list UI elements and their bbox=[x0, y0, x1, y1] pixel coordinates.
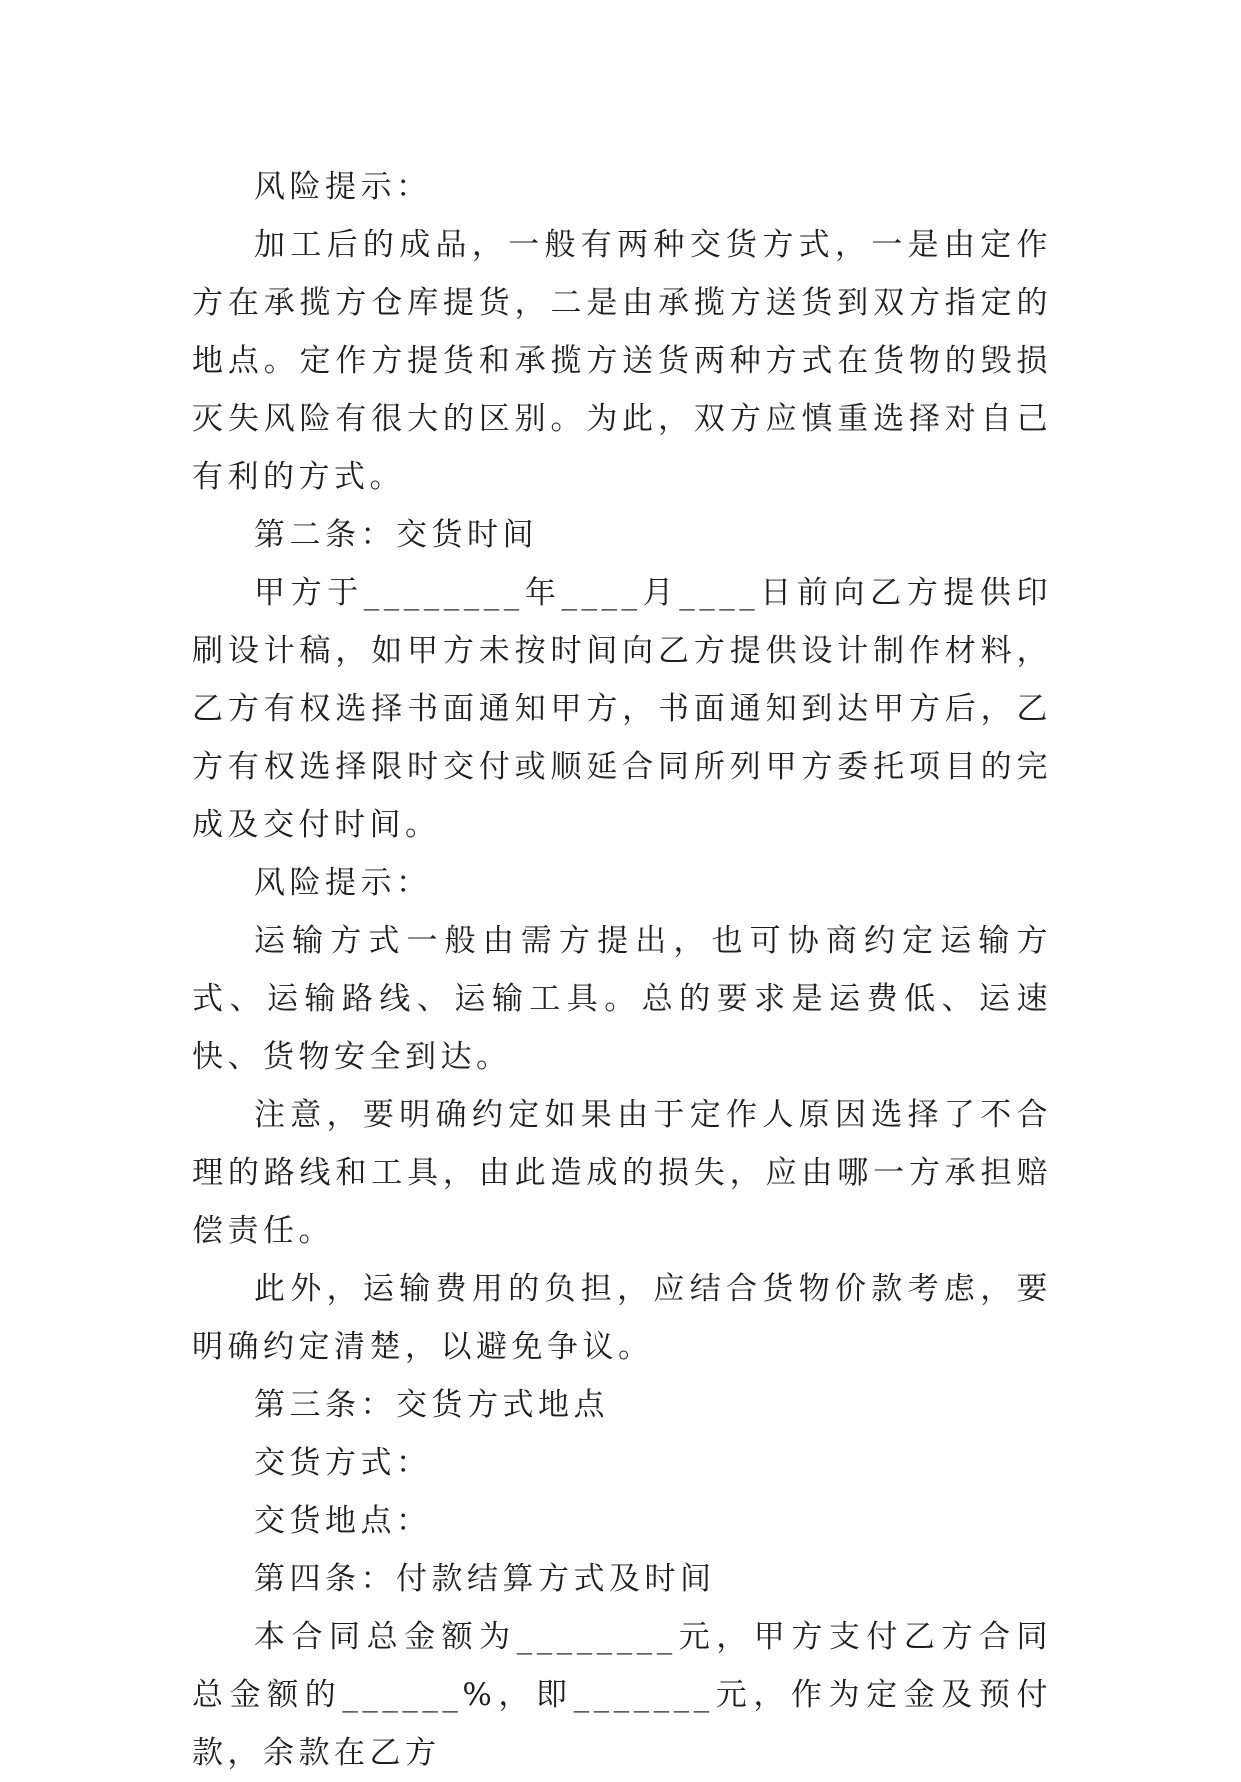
document-body bbox=[192, 158, 1052, 1782]
delivery-location-field: 交货地点： bbox=[254, 1503, 432, 1539]
risk-notice-heading: 风险提示： bbox=[254, 169, 432, 205]
delivery-method-paragraph: 加工后的成品，一般有两种交货方式，一是由定作方在承揽方仓库提货，二是由承揽方送货到双方指定的地点。定作方提货和承揽方送货两种方式在货物的毁损灭失风险有很大的区别。为此，双方应慎重选择对自己有利的方式。 bbox=[192, 227, 1052, 495]
attention-paragraph: 注意，要明确约定如果由于定作人原因选择了不合理的路线和工具，由此造成的损失，应由哪一方承担赔偿责任。 bbox=[192, 1097, 1052, 1249]
transport-cost-paragraph: 此外，运输费用的负担，应结合货物价款考虑，要明确约定清楚，以避免争议。 bbox=[192, 1271, 1052, 1365]
payment-paragraph: 本合同总金额为________元，甲方支付乙方合同总金额的______%，即_______元，作为定金及预付款，余款在乙方 bbox=[192, 1619, 1052, 1771]
article-3-heading: 第三条：交货方式地点 bbox=[254, 1387, 609, 1423]
article-2-heading: 第二条：交货时间 bbox=[254, 517, 538, 553]
transport-method-paragraph: 运输方式一般由需方提出，也可协商约定运输方式、运输路线、运输工具。总的要求是运费低、运速快、货物安全到达。 bbox=[192, 923, 1052, 1075]
delivery-time-paragraph: 甲方于________年____月____日前向乙方提供印刷设计稿，如甲方未按时间向乙方提供设计制作材料，乙方有权选择书面通知甲方，书面通知到达甲方后，乙方有权选择限时交付或顺延合同所列甲方委托项目的完成及交付时间。 bbox=[192, 575, 1052, 843]
article-4-heading: 第四条：付款结算方式及时间 bbox=[254, 1561, 716, 1597]
delivery-method-field: 交货方式： bbox=[254, 1445, 432, 1481]
risk-notice-heading: 风险提示： bbox=[254, 865, 432, 901]
